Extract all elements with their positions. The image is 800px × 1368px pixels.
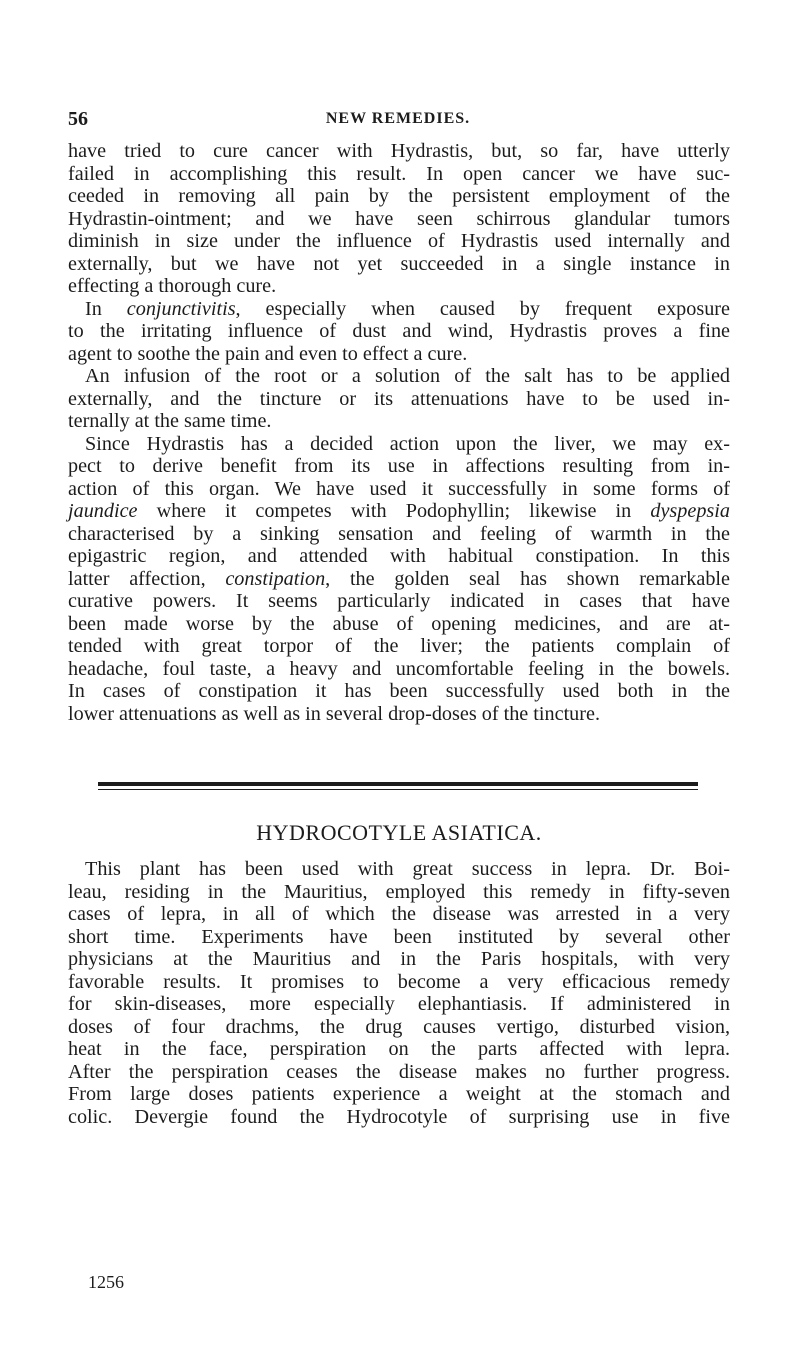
text-line: agent to soothe the pain and even to effect a cure.	[68, 342, 468, 365]
term-conjunctivitis: conjunctivitis	[126, 297, 236, 320]
text-line: failed in accomplishing this result. In open cancer we have suc-	[68, 162, 730, 185]
text-line: heat in the face, perspiration on the parts affected with lepra.	[68, 1038, 730, 1060]
section-divider-thin	[98, 789, 698, 790]
text-line: ternally at the same time.	[68, 410, 272, 432]
text-line: leau, residing in the Mauritius, employed this remedy in fifty-seven	[68, 880, 730, 903]
text-line: An infusion of the root or a solution of the salt has to be applied	[85, 365, 730, 387]
signature-mark: 1256	[88, 1272, 124, 1292]
body-text-section	[68, 858, 730, 1128]
text-line	[68, 568, 730, 591]
text-line: physicians at the Mauritius and in the Paris hospitals, with very	[68, 948, 730, 970]
text-line: been made worse by the abuse of opening medicines, and are at-	[68, 612, 730, 635]
term-jaundice: jaundice	[68, 500, 138, 522]
text-line: colic. Devergie found the Hydrocotyle of surprising use in five	[68, 1105, 730, 1128]
text-line: headache, foul taste, a heavy and uncomfortable feeling in the bowels.	[68, 657, 730, 680]
lead: In	[85, 297, 127, 320]
text-line: This plant has been used with great success in lepra. Dr. Boi-	[85, 858, 730, 880]
text-line: In cases of constipation it has been successfully used both in the	[68, 680, 730, 702]
page-number: 56	[68, 108, 88, 130]
section-title: HYDROCOTYLE ASIATICA.	[256, 820, 542, 845]
text-line: favorable results. It promises to become a very efficacious remedy	[68, 970, 730, 993]
body-text-top	[68, 140, 730, 725]
rest: , especially when caused by frequent exposure	[235, 297, 730, 320]
text-line: characterised by a sinking sensation and feeling of warmth in the	[68, 522, 730, 545]
text-line: After the perspiration ceases the disease makes no further progress.	[68, 1060, 730, 1083]
text-line: From large doses patients experience a weight at the stomach and	[68, 1083, 730, 1105]
text-line: epigastric region, and attended with habitual constipation. In this	[68, 545, 730, 567]
text-line: effecting a thorough cure.	[68, 275, 277, 297]
section-divider-thick	[98, 782, 698, 786]
text-line: pect to derive benefit from its use in affections resulting from in-	[68, 455, 730, 477]
text-line: diminish in size under the influence of Hydrastis used internally and	[68, 230, 730, 252]
text-line: Hydrastin-ointment; and we have seen schirrous glandular tumors	[68, 207, 730, 230]
rest: , the golden seal has shown remarkable	[325, 567, 730, 590]
text-line: externally, but we have not yet succeeded in a single instance in	[68, 252, 730, 275]
text-line: lower attenuations as well as in several drop-doses of the tincture.	[68, 702, 601, 725]
mid: where it competes with Podophyllin; likewise in	[137, 500, 651, 522]
text-line: have tried to cure cancer with Hydrastis, but, so far, have utterly	[68, 140, 730, 162]
text-line: ceeded in removing all pain by the persistent employment of the	[68, 185, 730, 207]
text-line: cases of lepra, in all of which the disease was arrested in a very	[68, 903, 730, 925]
text-line: for skin-diseases, more especially elephantiasis. If administered in	[68, 993, 730, 1015]
text-line: to the irritating influence of dust and wind, Hydrastis proves a fine	[68, 320, 730, 342]
latter: latter affection,	[68, 567, 226, 590]
text-line: short time. Experiments have been instituted by several other	[68, 925, 730, 948]
text-line: externally, and the tincture or its attenuations have to be used in-	[68, 387, 730, 410]
text-line: doses of four drachms, the drug causes vertigo, disturbed vision,	[68, 1015, 730, 1038]
text-line: tended with great torpor of the liver; the patients complain of	[68, 635, 730, 657]
text-line	[68, 500, 730, 523]
text-line	[68, 298, 730, 321]
text-line: curative powers. It seems particularly indicated in cases that have	[68, 590, 730, 612]
term-dyspepsia: dyspepsia	[650, 500, 730, 522]
text-line: Since Hydrastis has a decided action upon the liver, we may ex-	[85, 432, 730, 455]
page-header	[68, 108, 728, 132]
running-head: NEW REMEDIES.	[325, 110, 471, 127]
term-constipation: constipation	[225, 567, 326, 590]
text-line: action of this organ. We have used it successfully in some forms of	[68, 477, 730, 500]
